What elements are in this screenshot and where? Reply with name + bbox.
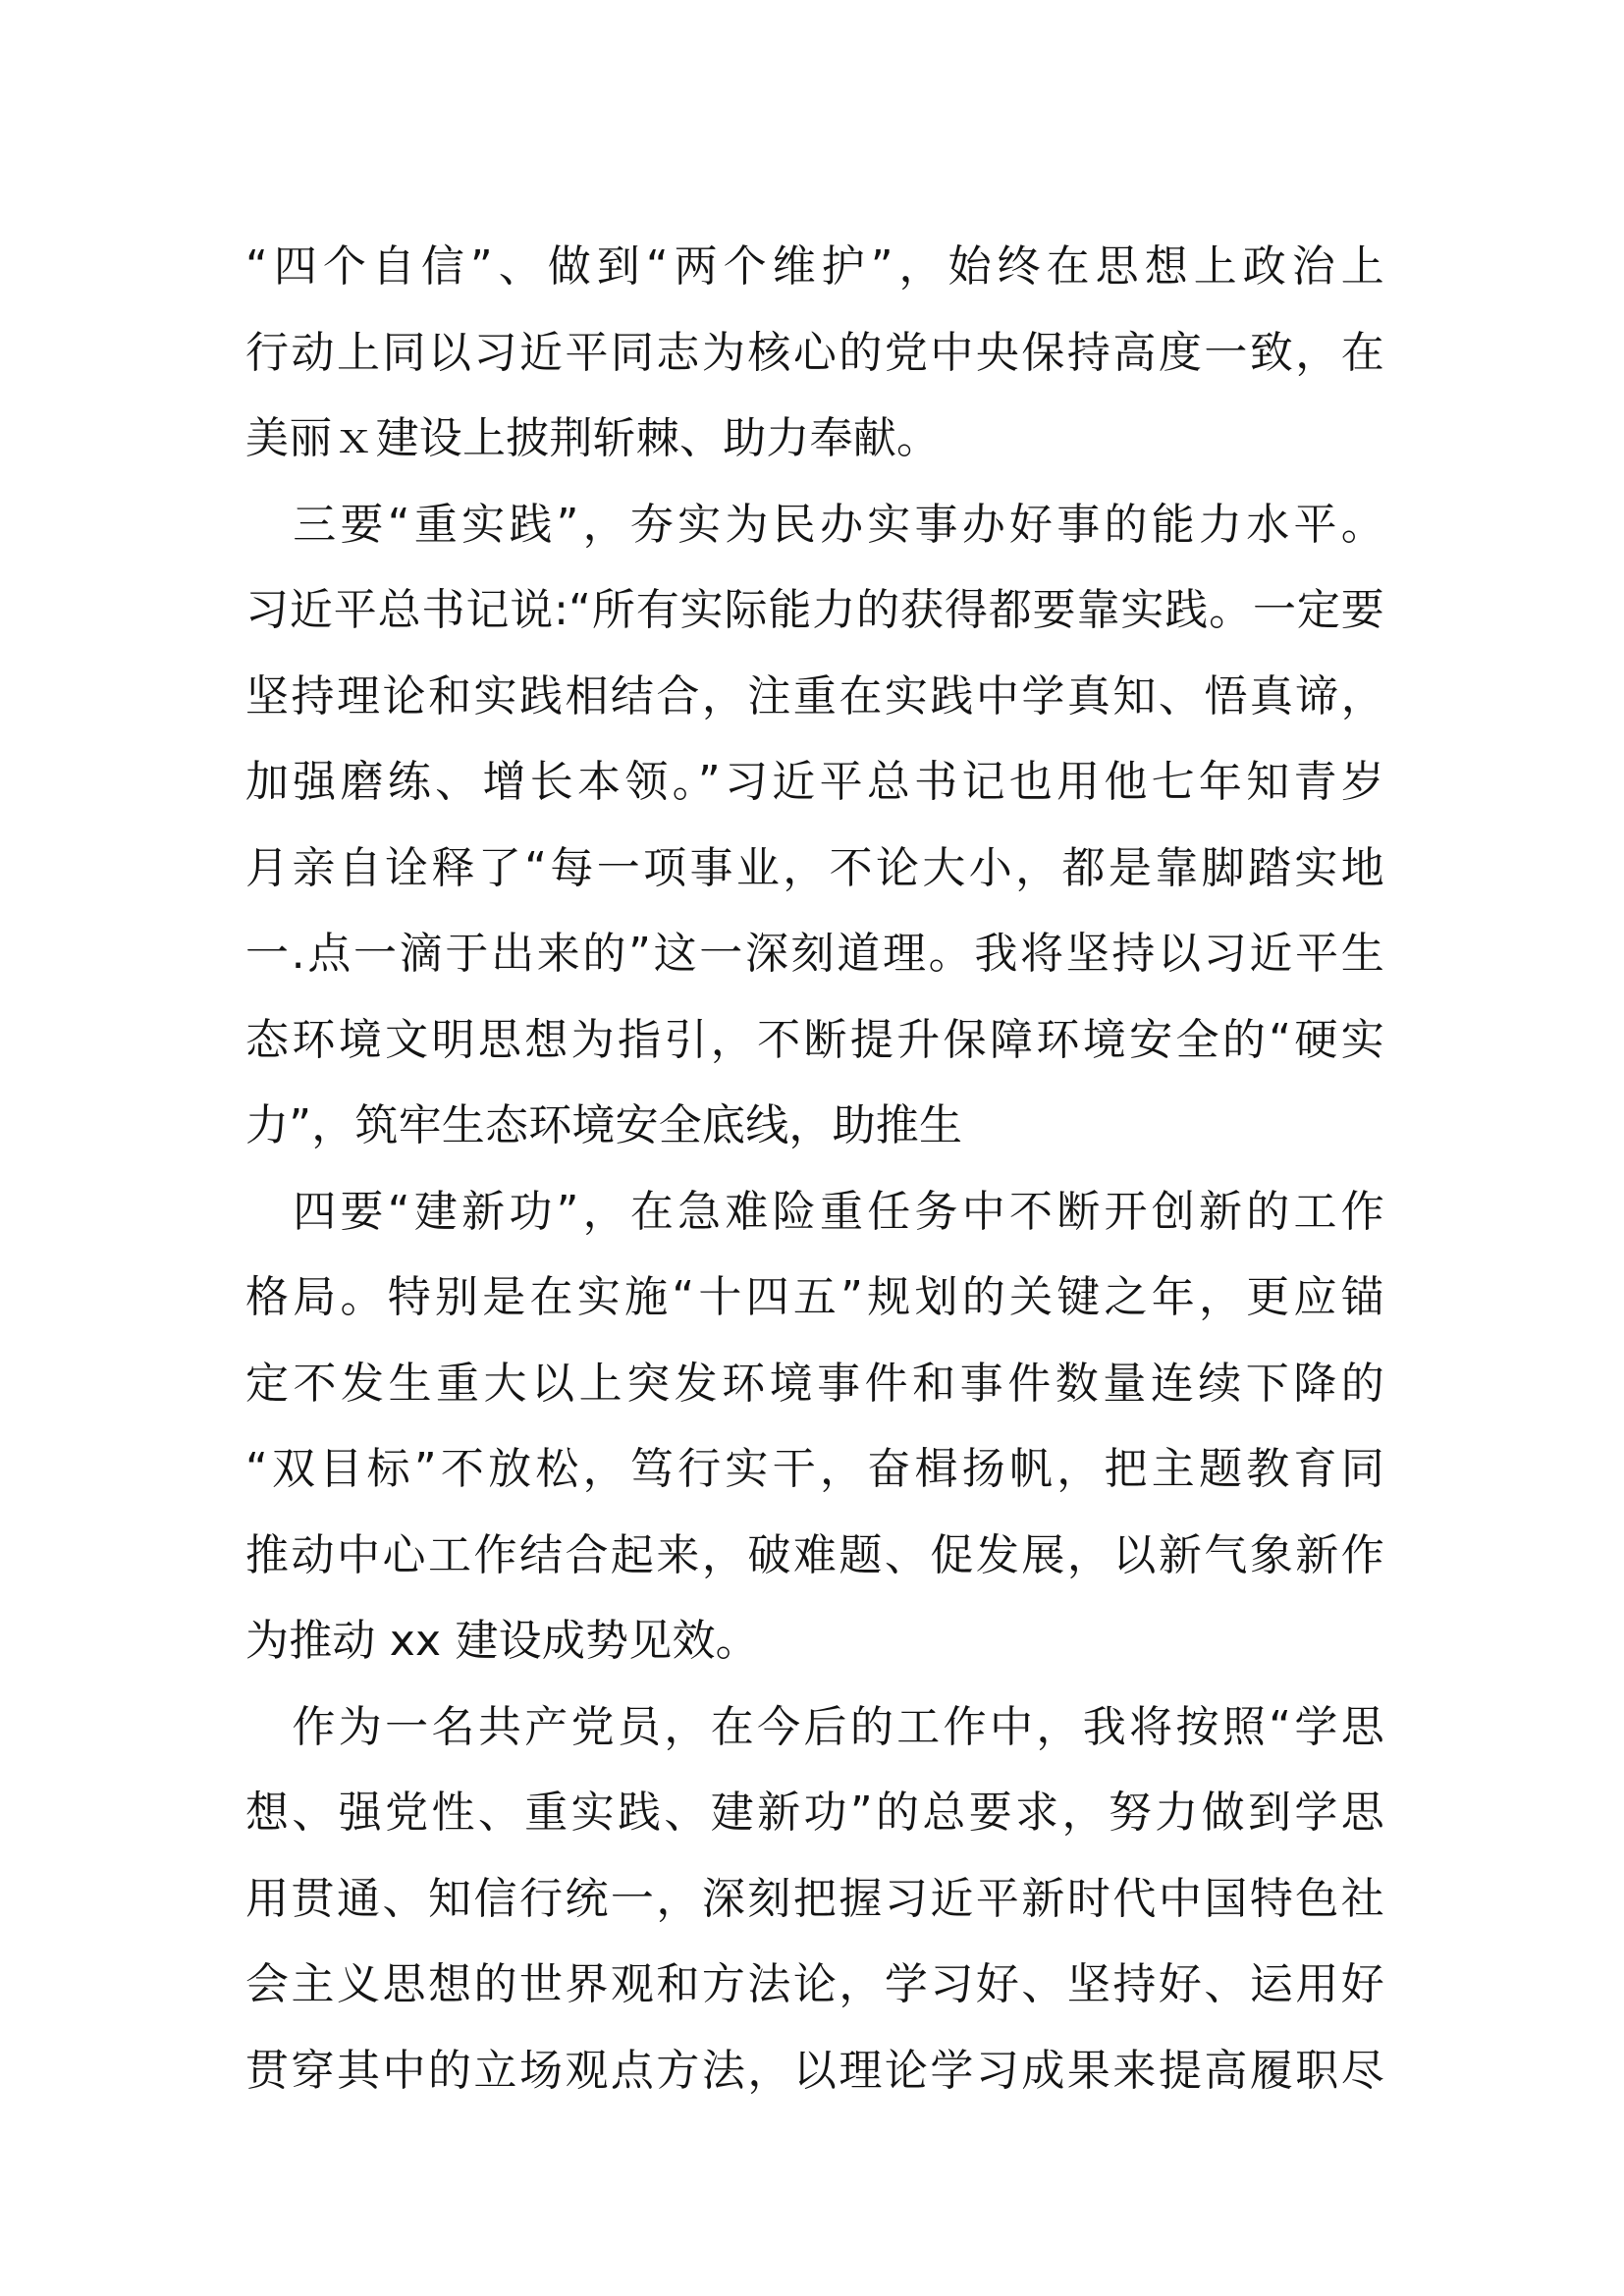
text-line-20: 用贯通、知信行统一，深刻把握习近平新时代中国特色社 [245,1873,1384,1924]
text-line-21: 会主义思想的世界观和方法论，学习好、坚持好、运用好 [245,1959,1384,2009]
text-line-7: 加强磨练、增长本领。”习近平总书记也用他七年知青岁 [245,757,1384,807]
text-line-15: “双目标”不放松，笃行实干，奋楫扬帆，把主题教育同 [245,1444,1384,1494]
text-line-3: 美丽ｘ建设上披荆斩棘、助力奉献。 [245,413,941,463]
text-line-8: 月亲自诠释了“每一项事业，不论大小，都是靠脚踏实地 [245,842,1384,893]
body-text [245,224,1384,2113]
text-line-22: 贯穿其中的立场观点方法，以理论学习成果来提高履职尽 [245,2045,1384,2096]
text-line-18: 作为一名共产党员，在今后的工作中，我将按照“学思 [245,1701,1384,1752]
text-line-17: 为推动 xx 建设成势见效。 [245,1616,759,1666]
text-line-11: 力”，筑牢生态环境安全底线，助推生 [245,1100,963,1150]
text-line-13: 格局。特别是在实施“十四五”规划的关键之年，更应锚 [245,1272,1384,1322]
text-line-5: 习近平总书记说:“所有实际能力的获得都要靠实践。一定要 [245,585,1384,635]
text-line-1: “四个自信”、做到“两个维护”，始终在思想上政治上 [245,241,1384,292]
text-line-16: 推动中心工作结合起来，破难题、促发展，以新气象新作 [245,1529,1384,1580]
text-line-10: 态环境文明思想为指引，不断提升保障环境安全的“硬实 [245,1014,1384,1065]
text-line-19: 想、强党性、重实践、建新功”的总要求，努力做到学思 [245,1788,1384,1838]
text-line-12: 四要“建新功”，在急难险重任务中不断开创新的工作 [245,1186,1384,1237]
text-line-14: 定不发生重大以上突发环境事件和事件数量连续下降的 [245,1358,1384,1409]
text-line-4: 三要“重实践”，夯实为民办实事办好事的能力水平。 [245,499,1384,550]
text-line-6: 坚持理论和实践相结合，注重在实践中学真知、悟真谛， [245,670,1384,721]
text-line-2: 行动上同以习近平同志为核心的党中央保持高度一致，在 [245,327,1384,378]
text-line-9: 一.点一滴于出来的”这一深刻道理。我将坚持以习近平生 [245,929,1384,979]
